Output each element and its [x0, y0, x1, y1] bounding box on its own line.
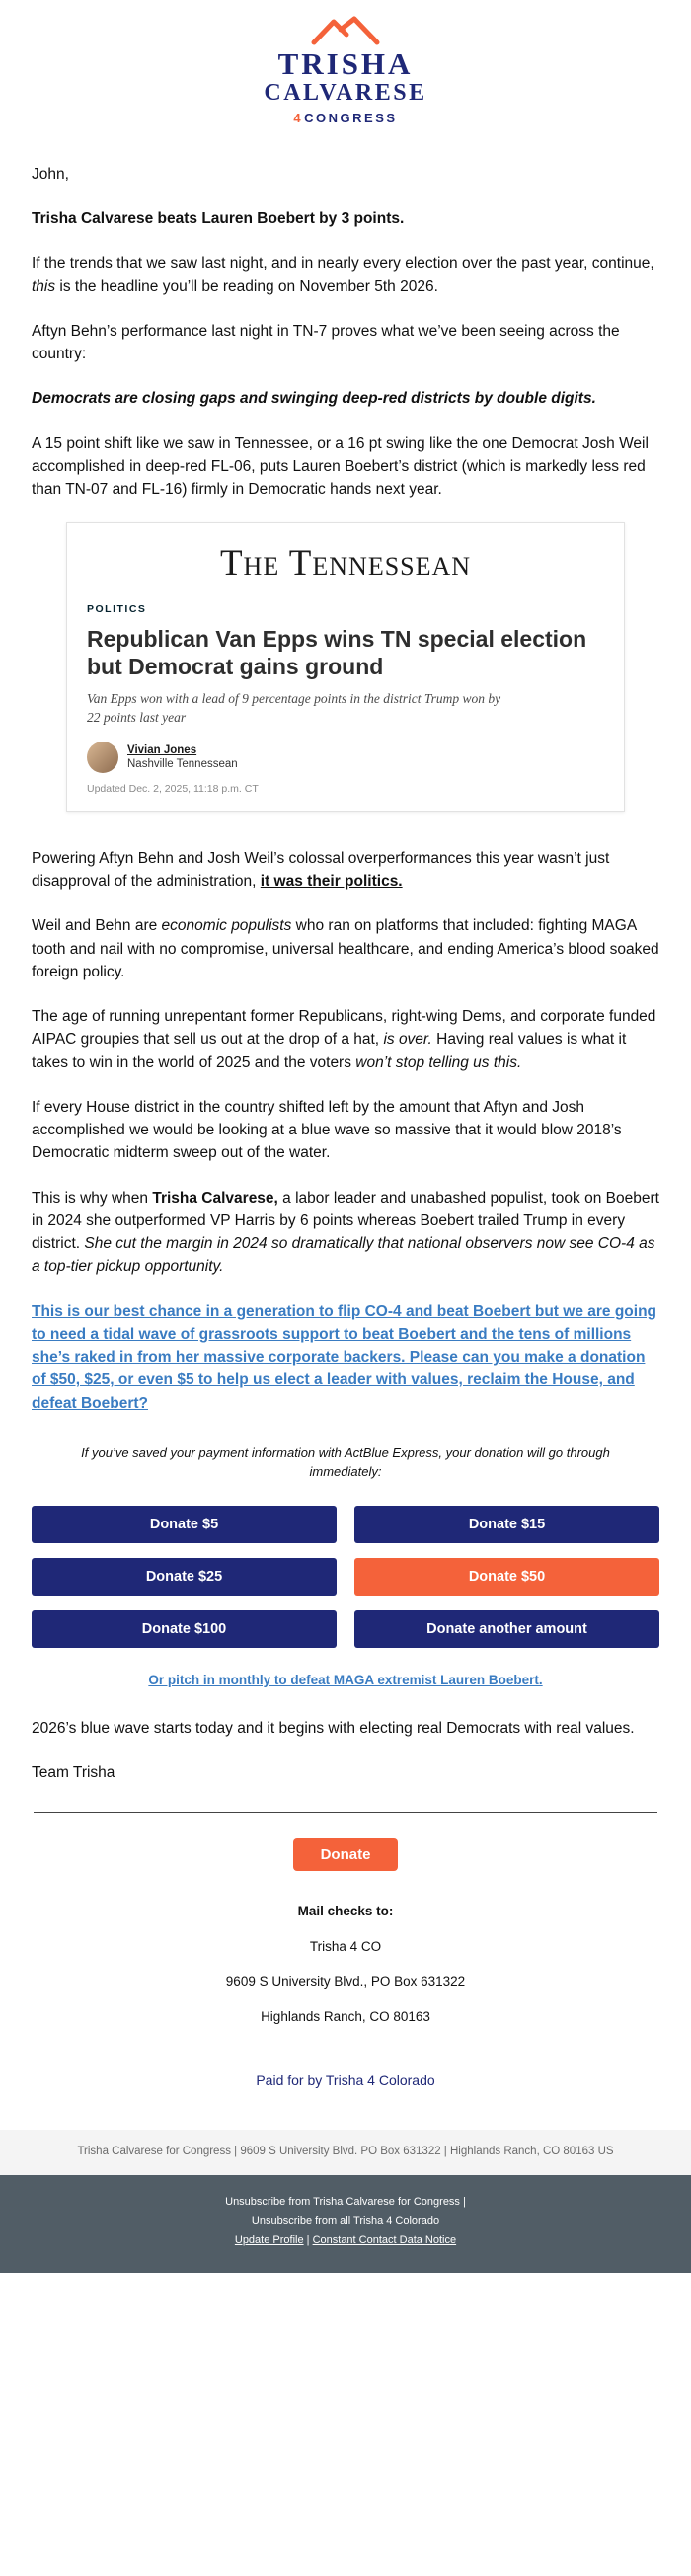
newspaper-masthead: The Tennessean — [219, 543, 472, 585]
intro-paragraphs — [32, 207, 659, 501]
donation-appeal-link-text[interactable]: This is our best chance in a generation to flip CO-4 and beat Boebert but we are going to need a tidal wave of grassroots support to beat Boebert and the tens of millions she’s raked in from her massive corporate backers. Please can you make a donation of $50, $25, or even $5 to help us elect a leader with values, reclaim the House, and defeat Boebert? — [32, 1302, 657, 1412]
author-name: Vivian Jones — [127, 743, 197, 756]
text-span: Having real values is what it takes to win in the world of 2025 and the voters — [32, 1031, 627, 1071]
donate-button[interactable]: Donate $25 — [32, 1558, 337, 1596]
paragraph — [32, 847, 659, 894]
text-span: Powering Aftyn Behn and Josh Weil’s colossal overperformances this year wasn’t just disapproval of the administration, — [32, 849, 610, 891]
text-span: Democrats are closing gaps and swinging deep-red districts by double digits. — [32, 390, 596, 408]
text-span: If the trends that we saw last night, and in nearly every election over the past year, continue, — [32, 255, 654, 273]
text-span: Trisha Calvarese beats Lauren Boebert by 3 points. — [32, 210, 405, 228]
text-span: Aftyn Behn’s performance last night in TN-7 proves what we’ve been seeing across the country: — [32, 322, 620, 363]
donation-appeal-link[interactable] — [32, 1300, 659, 1415]
article-section-label: POLITICS — [87, 603, 147, 616]
footer-links-separator: | — [306, 2234, 310, 2247]
mail-checks-label: Mail checks to: — [297, 1904, 394, 1919]
donate-button[interactable]: Donate $50 — [354, 1558, 659, 1596]
data-notice-link[interactable]: Constant Contact Data Notice — [312, 2234, 457, 2247]
logo-name-last: CALVARESE — [264, 80, 427, 107]
logo-name-first: TRISHA — [277, 46, 414, 81]
divider — [34, 1812, 657, 1813]
paragraph — [32, 320, 659, 366]
donate-button[interactable]: Donate $5 — [32, 1506, 337, 1543]
paragraph — [32, 914, 659, 983]
donate-button-grid — [32, 1506, 659, 1648]
text-span: this — [32, 277, 56, 295]
text-span: Weil and Behn are — [32, 917, 162, 935]
text-span: a labor leader and unabashed populist, took on Boebert in 2024 she outperformed VP Harris by 6 points whereas Boebert trailed Trump in every district. — [32, 1189, 659, 1253]
footer-donate-row — [32, 1838, 659, 1871]
donate-button[interactable]: Donate another amount — [354, 1610, 659, 1648]
text-span: 2026’s blue wave starts today and it begins with electing real Democrats with real values. — [32, 1719, 635, 1737]
paragraph — [32, 1717, 659, 1740]
mid-paragraphs — [32, 847, 659, 1415]
donate-button[interactable]: Donate $100 — [32, 1610, 337, 1648]
monthly-pitch-row — [32, 1672, 659, 1689]
article-byline — [87, 742, 604, 773]
paid-for-disclaimer: Paid for by Trisha 4 Colorado — [256, 2072, 435, 2089]
article-deck: Van Epps won with a lead of 9 percentage points in the district Trump won by 22 points last year — [87, 691, 501, 725]
mail-line-city: Highlands Ranch, CO 80163 — [261, 2008, 430, 2024]
mail-checks-block — [32, 1903, 659, 2025]
paragraph — [32, 1187, 659, 1279]
paragraph — [32, 252, 659, 298]
mail-line-org: Trisha 4 CO — [309, 1938, 382, 1954]
text-span: She cut the margin in 2024 so dramatically that national observers now see CO-4 as a top-tier pickup opportunity. — [32, 1235, 655, 1276]
unsubscribe-campaign-link[interactable]: Unsubscribe from Trisha Calvarese for Congress | — [225, 2195, 466, 2208]
unsubscribe-footer — [0, 2175, 691, 2273]
article-headline: Republican Van Epps wins TN special election but Democrat gains ground — [87, 626, 587, 680]
news-article-screenshot — [66, 522, 625, 812]
sender-address-line: Trisha Calvarese for Congress | 9609 S University Blvd. PO Box 631322 | Highlands Ranch, CO 80163 US — [0, 2130, 691, 2174]
logo-word: CONGRESS — [304, 110, 398, 125]
text-span: economic populists — [161, 917, 292, 935]
donate-button-footer[interactable]: Donate — [293, 1838, 399, 1871]
unsubscribe-all-link[interactable]: Unsubscribe from all Trisha 4 Colorado — [251, 2215, 440, 2227]
paragraph — [32, 1096, 659, 1165]
text-span: A 15 point shift like we saw in Tennessee, or a 16 pt swing like the one Democrat Josh Weil accomplished in deep-red FL-06, puts Lauren Boebert’s district (which is markedly less red than TN-07 and FL-16) firmly in Democratic hands next year. — [32, 434, 649, 499]
text-span: who ran on platforms that included: fighting MAGA tooth and nail with no compromise, universal healthcare, and ending America’s blood soaked foreign policy. — [32, 917, 659, 980]
paragraph — [32, 1761, 659, 1784]
campaign-logo[interactable] — [0, 0, 691, 129]
text-span: The age of running unrepentant former Republicans, right-wing Dems, and corporate funded AIPAC groupies that sell us out at the drop of a hat, — [32, 1008, 656, 1049]
monthly-donate-link[interactable]: Or pitch in monthly to defeat MAGA extremist Lauren Boebert. — [148, 1672, 543, 1687]
closing-paragraphs — [32, 1717, 659, 1785]
logo-number: 4 — [293, 110, 304, 125]
update-profile-link[interactable]: Update Profile — [234, 2234, 304, 2247]
article-timestamp: Updated Dec. 2, 2025, 11:18 p.m. CT — [87, 782, 259, 795]
text-span: it was their politics. — [260, 873, 403, 891]
roofline-icon — [311, 16, 380, 45]
text-span: This is why when — [32, 1189, 153, 1207]
paragraph — [32, 432, 659, 502]
text-span: is over. — [383, 1031, 432, 1049]
actblue-express-note: If you’ve saved your payment information with ActBlue Express, your donation will go through immediately: — [81, 1444, 610, 1479]
logo-tagline — [0, 111, 691, 125]
paragraph — [32, 1005, 659, 1074]
text-span: Team Trisha — [32, 1763, 115, 1781]
text-span: If every House district in the country shifted left by the amount that Aftyn and Josh accomplished we would be looking at a blue wave so massive that it would blow 2018’s Democratic midterm sweep out of the water. — [32, 1098, 622, 1162]
text-span: is the headline you’ll be reading on November 5th 2026. — [55, 277, 438, 295]
donate-button[interactable]: Donate $15 — [354, 1506, 659, 1543]
greeting: John, — [32, 165, 69, 183]
mail-line-street: 9609 S University Blvd., PO Box 631322 — [225, 1974, 466, 1990]
paragraph — [32, 387, 659, 410]
text-span: won’t stop telling us this. — [355, 1054, 522, 1071]
author-org: Nashville Tennessean — [127, 757, 238, 770]
paragraph — [32, 207, 659, 230]
author-avatar — [87, 742, 118, 773]
text-span: Trisha Calvarese, — [152, 1189, 278, 1207]
